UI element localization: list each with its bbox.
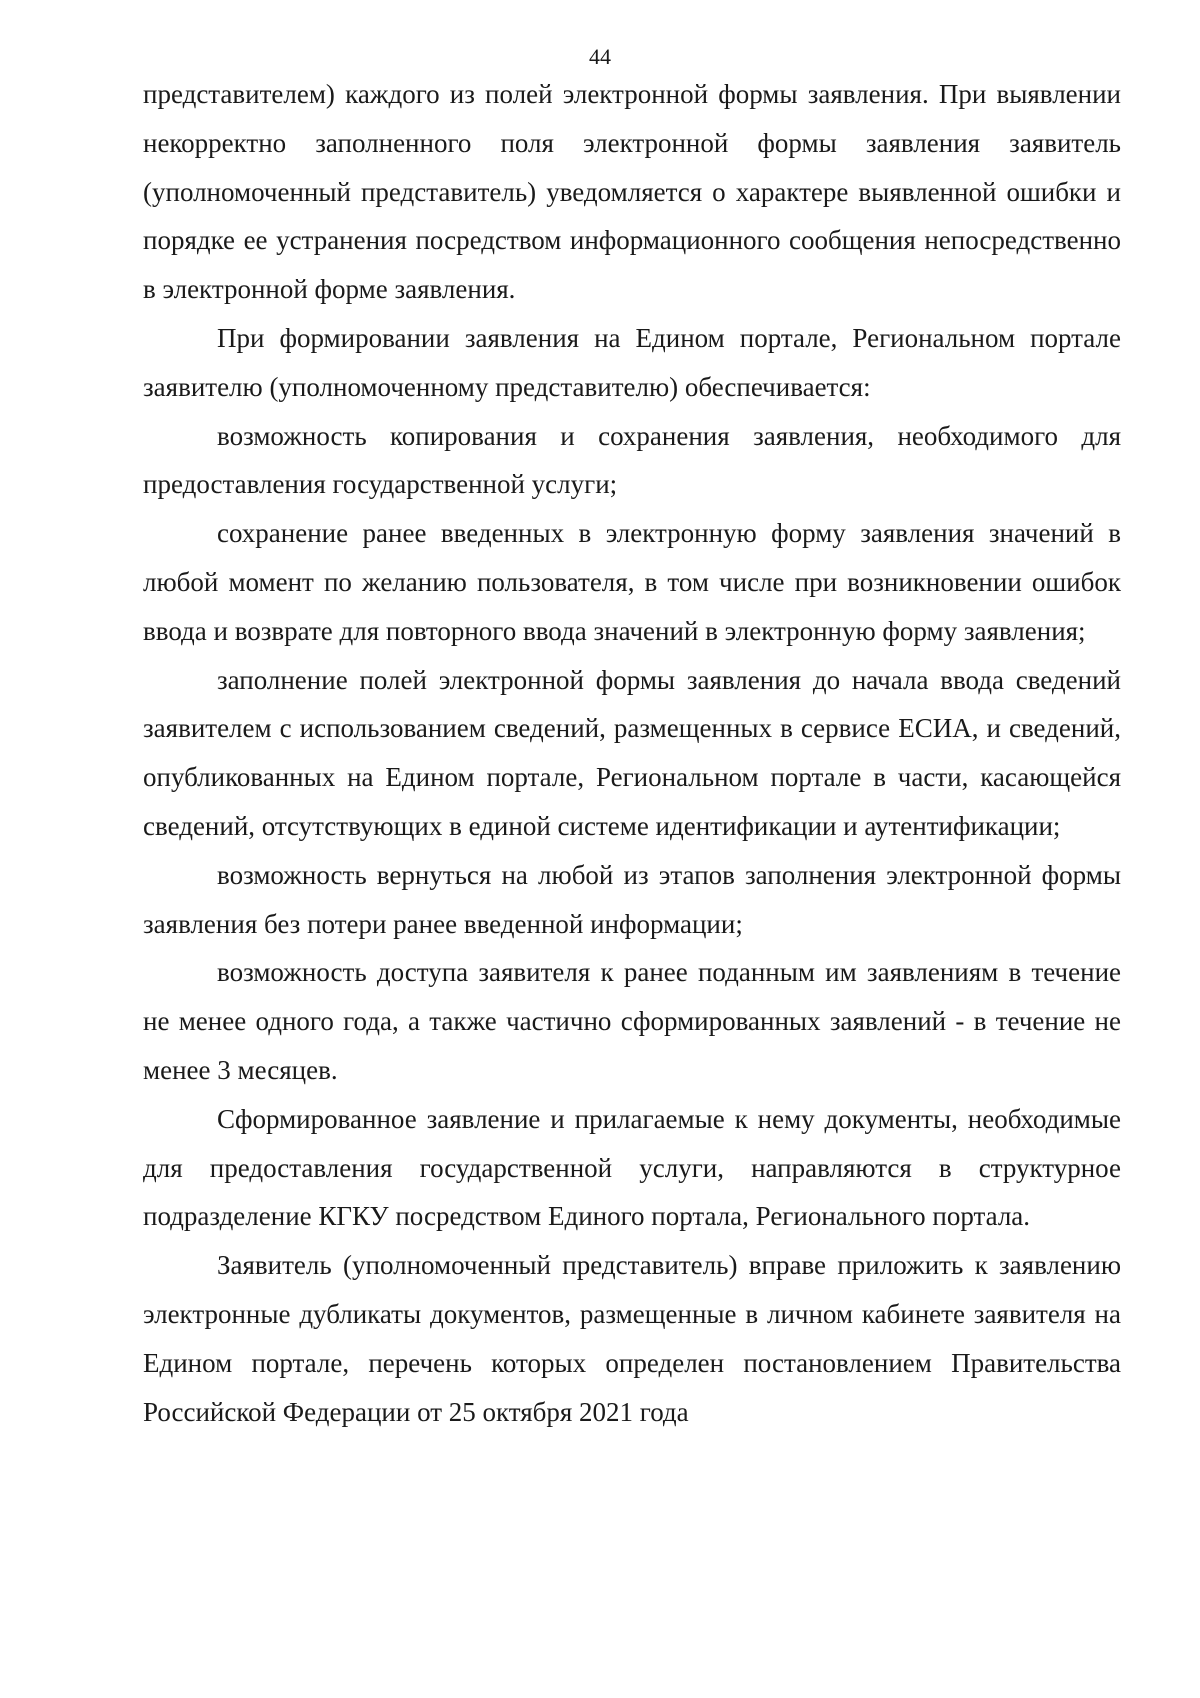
paragraph-copy-save-application: возможность копирования и сохранения заявления, необходимого для предоставления государственной услуги; <box>143 420 1121 500</box>
paragraph-return-to-any-step: возможность вернуться на любой из этапов заполнения электронной формы заявления без потери ранее введенной информации; <box>143 859 1121 939</box>
paragraph-submission-to-kgku: Сформированное заявление и прилагаемые к нему документы, необходимые для предоставления государственной услуги, направляются в структурное подразделение КГКУ посредством Единого портала, Регионального портала. <box>143 1103 1121 1232</box>
page-number: 44 <box>589 44 611 69</box>
paragraph-access-previous-applications: возможность доступа заявителя к ранее поданным им заявлениям в течение не менее одного года, а также частично сформированных заявлений - в течение не менее 3 месяцев. <box>143 957 1121 1085</box>
paragraph-save-entered-values: сохранение ранее введенных в электронную форму заявления значений в любой момент по желанию пользователя, в том числе при возникновении ошибок ввода и возврате для повторного ввода значений в электронную форму заявления; <box>143 518 1121 646</box>
paragraph-form-field-errors: представителем) каждого из полей электронной формы заявления. При выявлении некорректно заполненного поля электронной формы заявления заявитель (уполномоченный представитель) уведомляется о характере выявленной ошибки и порядке ее устранения посредством информационного сообщения непосредственно в электронной форме заявления. <box>143 79 1121 305</box>
document-body <box>143 70 1121 1436</box>
paragraph-portal-provisions-intro: При формировании заявления на Едином портале, Региональном портале заявителю (уполномоченному представителю) обеспечивается: <box>143 322 1121 402</box>
paragraph-prefill-from-esia: заполнение полей электронной формы заявления до начала ввода сведений заявителем с использованием сведений, размещенных в сервисе ЕСИА, и сведений, опубликованных на Едином портале, Региональном портале в части, касающейся сведений, отсутствующих в единой системе идентификации и аутентификации; <box>143 664 1121 841</box>
paragraph-electronic-duplicates: Заявитель (уполномоченный представитель) вправе приложить к заявлению электронные дубликаты документов, размещенные в личном кабинете заявителя на Едином портале, перечень которых определен постановлением Правительства Российской Федерации от 25 октября 2021 года <box>143 1250 1121 1427</box>
